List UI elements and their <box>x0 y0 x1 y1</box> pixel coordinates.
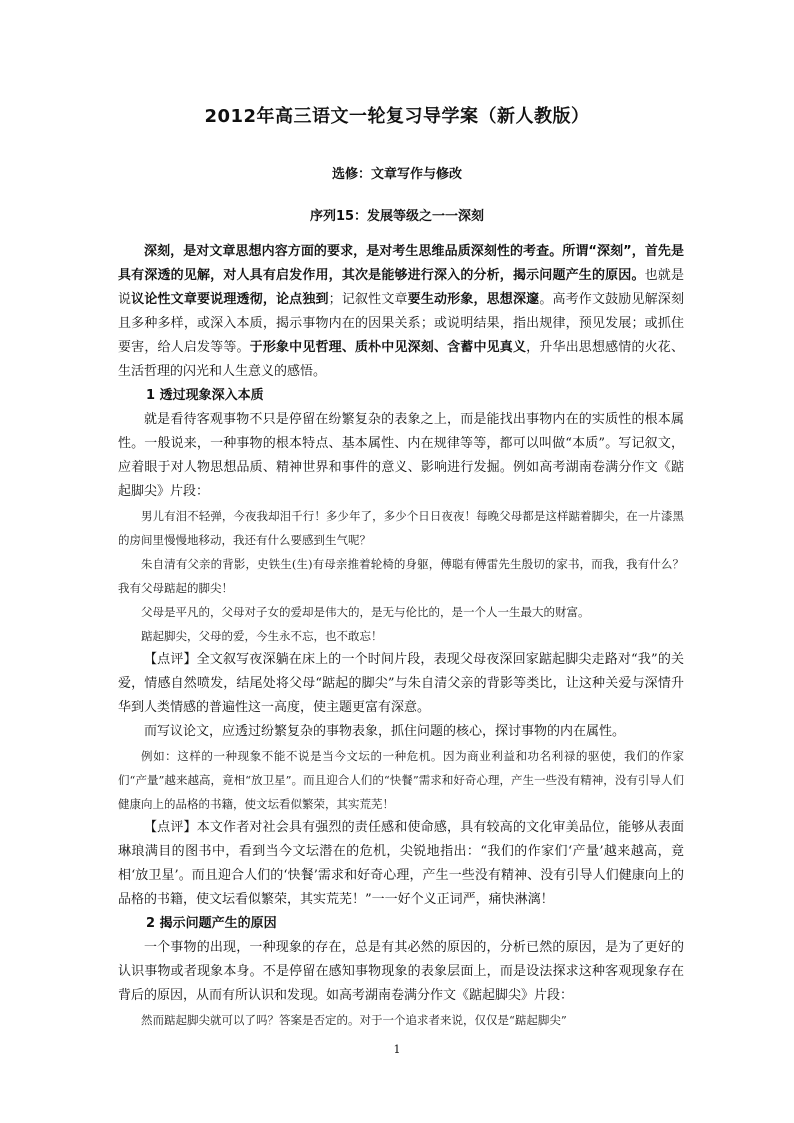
intro-paragraph <box>118 240 684 384</box>
intro-text-2: ；记叙性文章 <box>328 292 408 307</box>
section-1-paragraph: 就是看待客观事物不只是停留在纷繁复杂的表象之上，而是能找出事物内在的实质性的根本属性。一般说来，一种事物的根本特点、基本属性、内在规律等等，都可以叫做“本质”。写记叙文，应着眼于对人物思想品质、精神世界和事件的意义、影响进行发掘。例如高考湖南卷满分作文《踮起脚尖》片段： <box>118 412 684 499</box>
document-subtitle: 选修：文章写作与修改 <box>331 167 462 182</box>
document-title: 2012年高三语文一轮复习导学案（新人教版） <box>204 106 590 127</box>
document-body <box>118 240 684 1032</box>
page-number: 1 <box>393 1043 401 1056</box>
quote-paragraph-2: 朱自清有父亲的背影，史铁生(生)有母亲推着轮椅的身躯，傅聪有傅雷先生殷切的家书，而我，我有什么？我有父母踮起的脚尖！ <box>118 557 684 595</box>
quote-paragraph-3: 父母是平凡的，父母对子女的爱却是伟大的，是无与伦比的，是一个人一生最大的财富。 <box>141 605 590 619</box>
intro-text-4: ，升华出思想感情的火花、生活哲理的闪光和人生意义的感悟。 <box>118 340 684 379</box>
quote-paragraph-1: 男儿有泪不轻弹，今夜我却泪千行！多少年了，多少个日日夜夜！每晚父母都是这样踮着脚尖，在一片漆黑的房间里慢慢地移动，我还有什么要感到生气呢？ <box>118 509 684 547</box>
section-2-heading: 2 揭示问题产生的原因 <box>146 916 277 931</box>
intro-bold-3: 要生动形象，思想深邃 <box>407 292 540 307</box>
comment-paragraph-1: 【点评】全文叙写夜深躺在床上的一个时间片段，表现父母夜深回家踮起脚尖走路对“我”的关爱，情感自然喷发，结尾处将父母“踮起的脚尖”与朱自清父亲的背影等类比，让这种关爱与深情升华到人类情感的普遍性这一高度，使主题更富有深意。 <box>118 652 684 715</box>
argument-paragraph: 而写议论文，应透过纷繁复杂的事物表象，抓住问题的核心，探讨事物的内在属性。 <box>144 724 626 739</box>
intro-text-1: 也就是说 <box>118 268 684 307</box>
intro-bold-1: 深刻，是对文章思想内容方面的要求，是对考生思维品质深刻性的考查。所谓“深刻”，首先是具有深透的见解，对人具有启发作用，其次是能够进行深入的分析，揭示问题产生的原因。 <box>118 244 684 283</box>
quote-paragraph-6: 然而踮起脚尖就可以了吗？答案是否定的。对于一个追求者来说，仅仅是“踮起脚尖” <box>141 1013 567 1027</box>
intro-bold-4: 于形象中见哲理、质朴中见深刻、含蓄中见真义 <box>249 340 527 355</box>
section-1-heading: 1 透过现象深入本质 <box>146 388 264 403</box>
intro-bold-2: 议论性文章要说理透彻，论点独到 <box>131 292 329 307</box>
quote-paragraph-5: 例如：这样的一种现象不能不说是当今文坛的一种危机。因为商业利益和功名利禄的驱使，我们的作家们“产量”越来越高，竟相“放卫星”。而且迎合人们的“快餐”需求和好奇心理，产生一些没有精神，没有引导人们健康向上的品格的书籍，使文坛看似繁荣，其实荒芜！ <box>118 749 684 811</box>
intro-text-3: 。高考作文鼓励见解深刻且多种多样，或深入本质，揭示事物内在的因果关系；或说明结果，指出规律，预见发展；或抓住要害，给人启发等等。 <box>118 292 684 355</box>
quote-paragraph-4: 踮起脚尖，父母的爱，今生永不忘，也不敢忘！ <box>141 629 383 643</box>
sequence-title: 序列15：发展等级之一一深刻 <box>309 209 485 224</box>
comment-paragraph-2: 【点评】本文作者对社会具有强烈的责任感和使命感，具有较高的文化审美品位，能够从表面琳琅满目的图书中，看到当今文坛潜在的危机，尖锐地指出：“我们的作家们‘产量’越来越高，竟相‘放卫星’。而且迎合人们的‘快餐’需求和好奇心理，产生一些没有精神、没有引导人们健康向上的品格的书籍，使文坛看似繁荣，其实荒芜！”一一好个义正词严，痛快淋漓！ <box>118 820 684 907</box>
section-2-paragraph: 一个事物的出现，一种现象的存在，总是有其必然的原因的，分析已然的原因，是为了更好的认识事物或者现象本身。不是停留在感知事物现象的表象层面上，而是设法探求这种客观现象存在背后的原因，从而有所认识和发现。如高考湖南卷满分作文《踮起脚尖》片段： <box>118 940 684 1003</box>
